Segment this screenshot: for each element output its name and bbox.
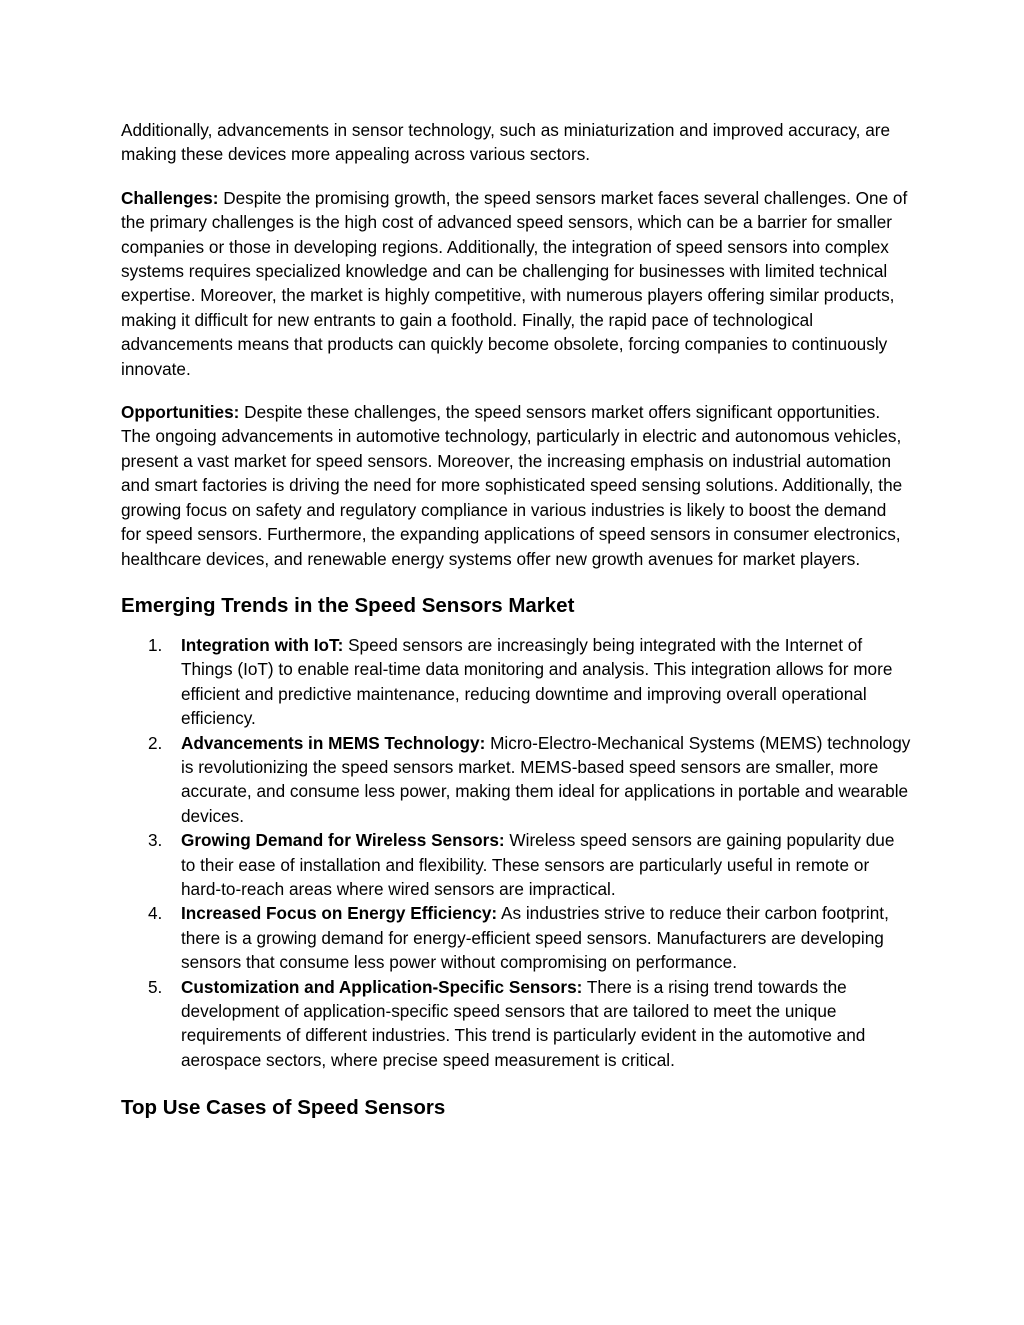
list-item-number: 4. <box>148 903 163 924</box>
intro-text: Additionally, advancements in sensor technology, such as miniaturization and improved accuracy, are making these devices more appealing across various sectors. <box>121 120 891 165</box>
list-item-text: As industries strive to reduce their carbon footprint, there is a growing demand for energy-efficient speed sensors. Manufacturers are developing sensors that consume less power without compromising on performance. <box>181 903 889 973</box>
challenges-text: Despite the promising growth, the speed sensors market faces several challenges. One of the primary challenges is the high cost of advanced speed sensors, which can be a barrier for smaller companies or those in developing regions. Additionally, the integration of speed sensors into complex systems requires specialized knowledge and can be challenging for businesses with limited technical expertise. Moreover, the market is highly competitive, with numerous players offering similar products, making it difficult for new entrants to gain a foothold. Finally, the rapid pace of technological advancements means that products can quickly become obsolete, forcing companies to continuously innovate. <box>121 187 908 379</box>
list-item-number: 5. <box>148 976 163 997</box>
list-item-text: Speed sensors are increasingly being integrated with the Internet of Things (IoT) to enable real-time data monitoring and analysis. This integration allows for more efficient and predictive maintenance, reducing downtime and improving overall operational efficiency. <box>181 634 893 729</box>
list-item-title: Advancements in MEMS Technology: <box>181 732 486 753</box>
list-item-title: Customization and Application-Specific Sensors: <box>181 976 583 997</box>
list-item <box>121 731 911 829</box>
document-page <box>121 118 911 1135</box>
list-item-title: Increased Focus on Energy Efficiency: <box>181 903 498 924</box>
challenges-paragraph <box>121 186 911 381</box>
use-cases-heading: Top Use Cases of Speed Sensors <box>121 1096 446 1120</box>
trends-list <box>121 633 911 1072</box>
list-item <box>121 901 911 974</box>
list-item-title: Integration with IoT: <box>181 634 344 655</box>
list-item-text: Wireless speed sensors are gaining popularity due to their ease of installation and flexibility. These sensors are particularly useful in remote or hard-to-reach areas where wired sensors are impractical. <box>181 830 895 899</box>
list-item-text: There is a rising trend towards the development of application-specific speed sensors that are tailored to meet the unique requirements of different industries. This trend is particularly evident in the automotive and aerospace sectors, where precise speed measurement is critical. <box>181 976 866 1070</box>
intro-paragraph <box>121 118 911 167</box>
opportunities-paragraph <box>121 400 911 571</box>
opportunities-label: Opportunities: <box>121 402 240 423</box>
challenges-label: Challenges: <box>121 187 219 208</box>
list-item-number: 1. <box>148 634 163 655</box>
list-item <box>121 975 911 1073</box>
list-item <box>121 633 911 731</box>
list-item-number: 3. <box>148 830 163 851</box>
list-item-text: Micro-Electro-Mechanical Systems (MEMS) technology is revolutionizing the speed sensors market. MEMS-based speed sensors are smaller, more accurate, and consume less power, making them ideal for applications in portable and wearable devices. <box>181 732 911 826</box>
list-item-title: Growing Demand for Wireless Sensors: <box>181 830 505 851</box>
list-item-number: 2. <box>148 732 163 753</box>
list-item <box>121 828 911 901</box>
trends-heading: Emerging Trends in the Speed Sensors Market <box>121 593 575 617</box>
opportunities-text: Despite these challenges, the speed sensors market offers significant opportunities. The ongoing advancements in automotive technology, particularly in electric and autonomous vehicles, present a vast market for speed sensors. Moreover, the increasing emphasis on industrial automation and smart factories is driving the need for more sophisticated speed sensing solutions. Additionally, the growing focus on safety and regulatory compliance in various industries is likely to boost the demand for speed sensors. Furthermore, the expanding applications of speed sensors in consumer electronics, healthcare devices, and renewable energy systems offer new growth avenues for market players. <box>121 402 903 569</box>
